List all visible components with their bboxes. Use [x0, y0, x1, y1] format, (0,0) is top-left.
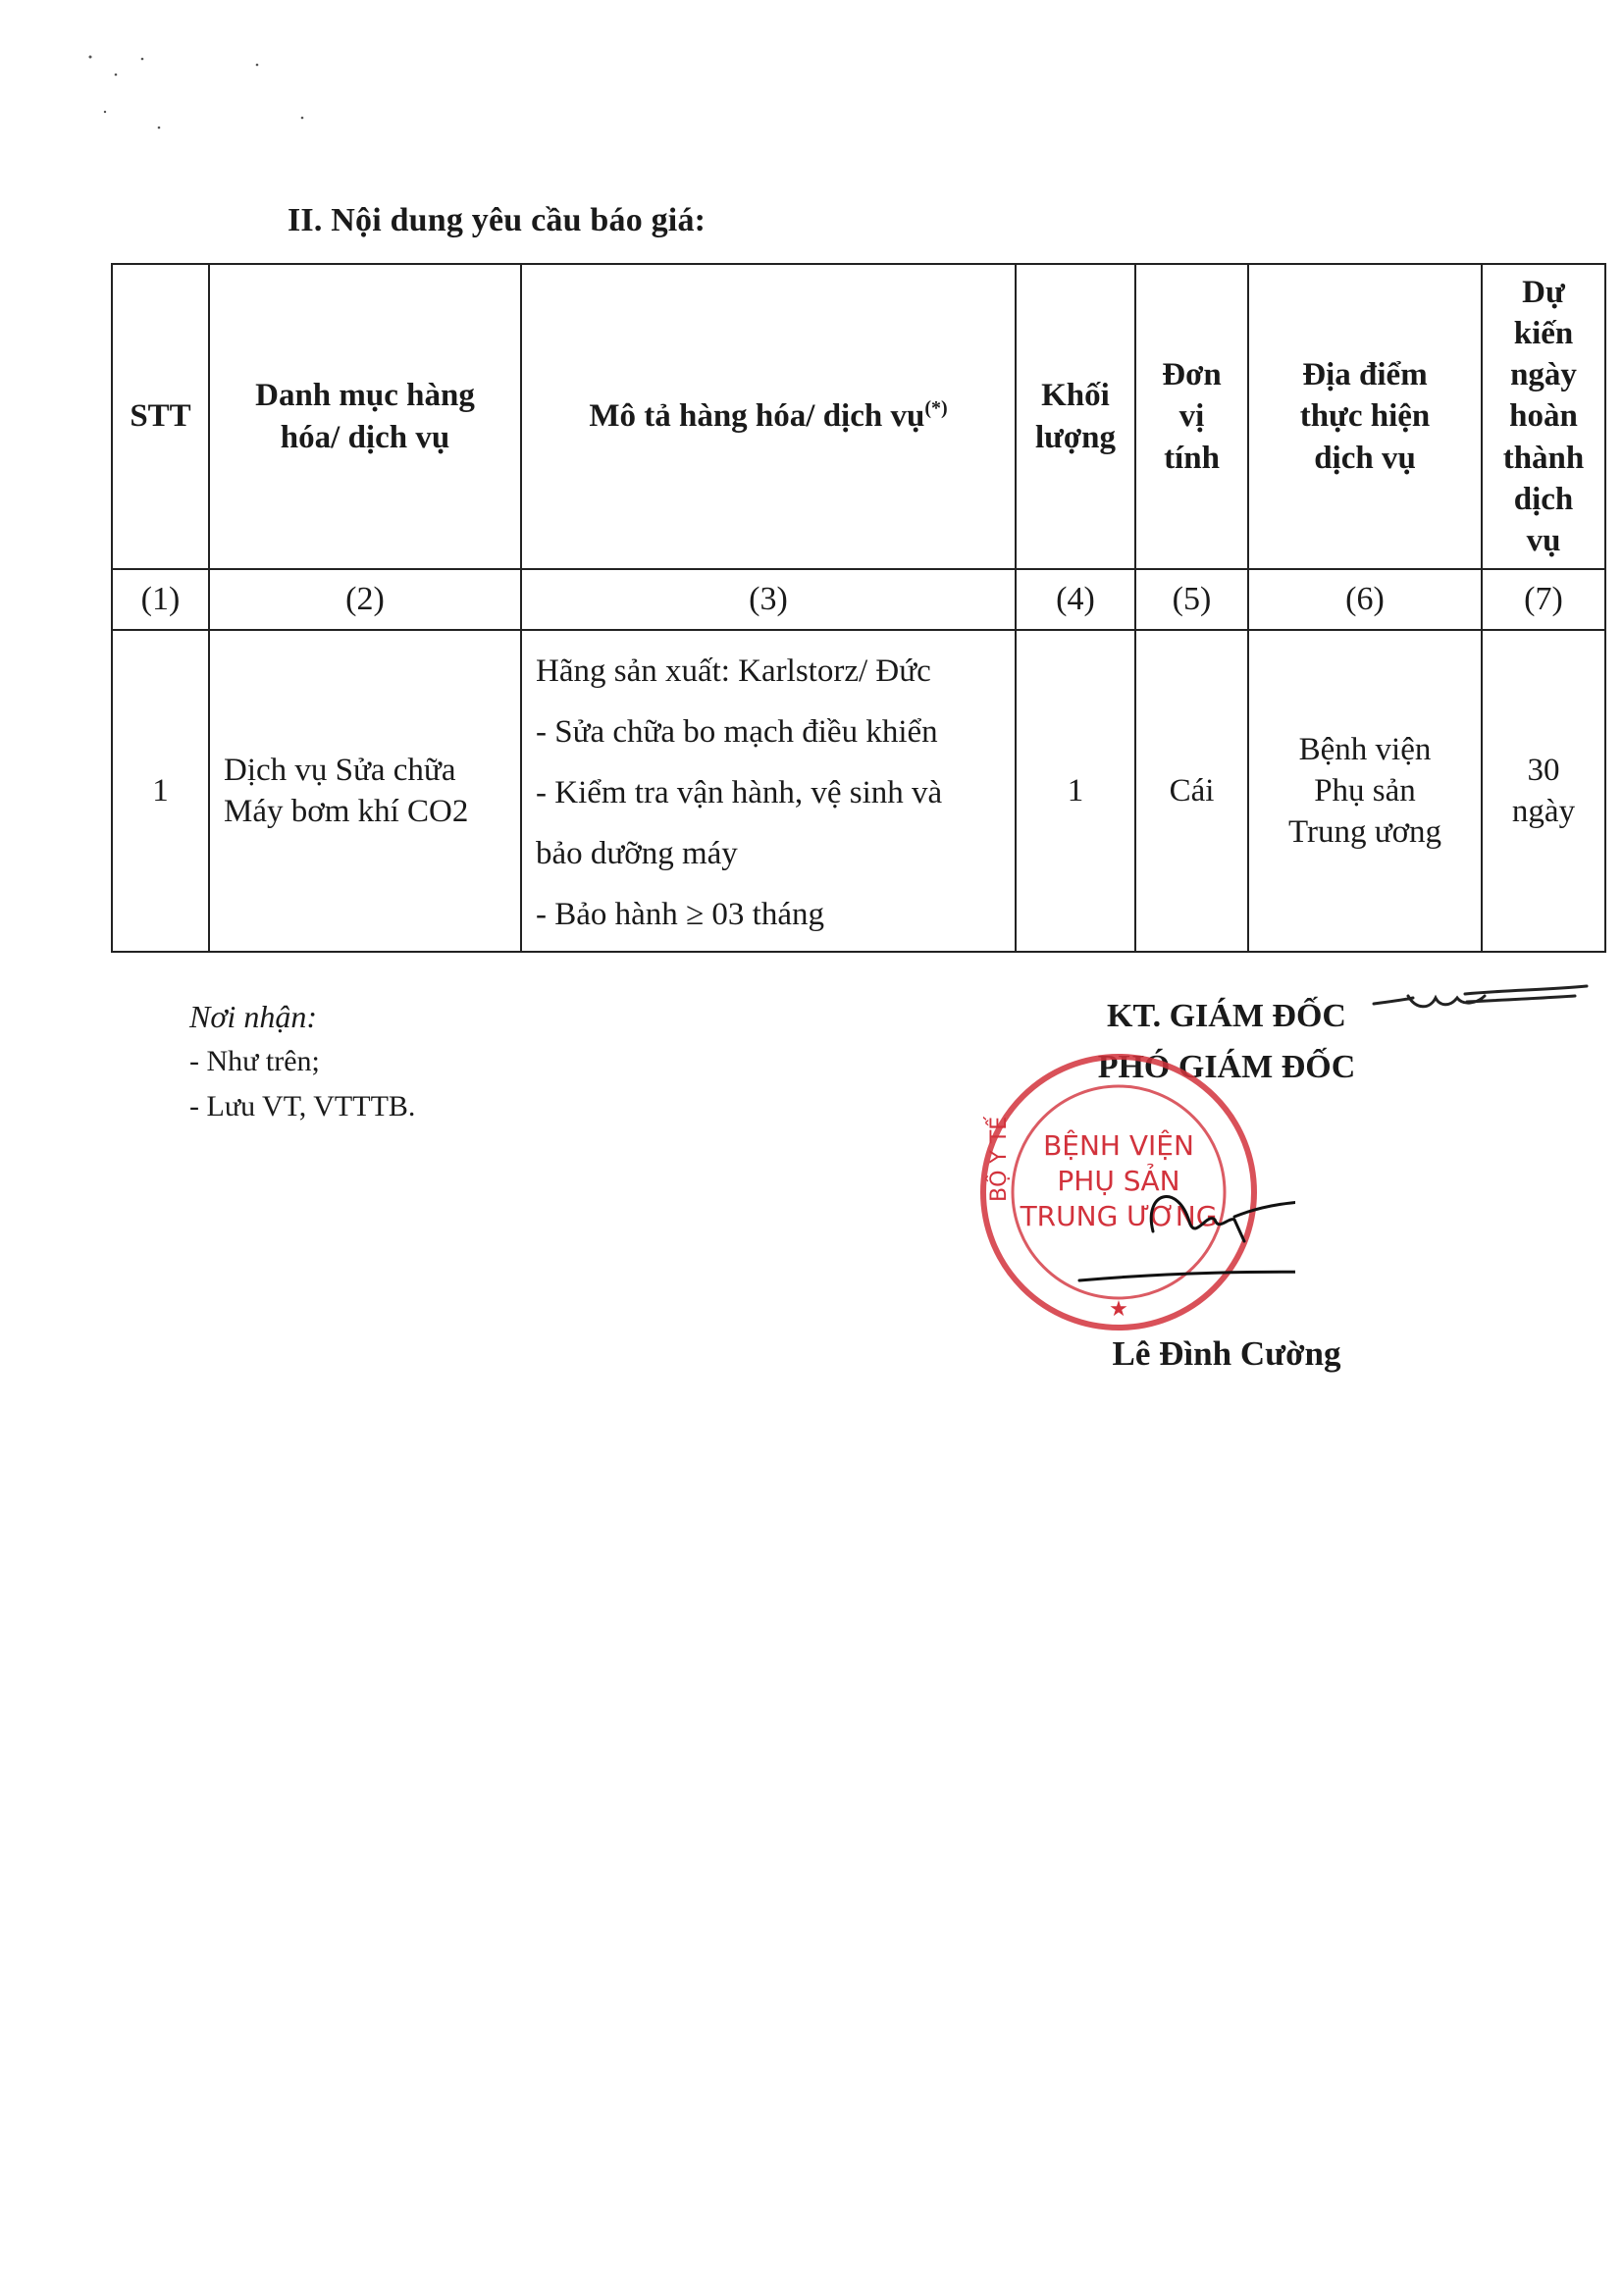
header-location: Địa điểm thực hiện dịch vụ — [1248, 264, 1482, 569]
index-cell: (4) — [1016, 569, 1135, 630]
stamp-ring-text: BỘ Y TẾ — [987, 1116, 1012, 1202]
scan-specks — [0, 0, 393, 157]
cell-location: Bệnh viện Phụ sản Trung ương — [1248, 630, 1482, 952]
stamp-line: TRUNG ƯƠNG — [1020, 1200, 1218, 1232]
header-unit: Đơn vị tính — [1135, 264, 1248, 569]
header-item: Danh mục hàng hóa/ dịch vụ — [209, 264, 521, 569]
cell-desc: Hãng sản xuất: Karlstorz/ Đức - Sửa chữa bo mạch điều khiển - Kiểm tra vận hành, vệ sinh và bảo dưỡng máy - Bảo hành ≥ 03 tháng — [521, 630, 1016, 952]
index-cell: (1) — [112, 569, 209, 630]
cell-unit: Cái — [1135, 630, 1248, 952]
stamp-line: PHỤ SẢN — [1057, 1165, 1180, 1197]
stamp-star-icon: ★ — [1109, 1296, 1128, 1321]
cell-stt: 1 — [112, 630, 209, 952]
cell-qty: 1 — [1016, 630, 1135, 952]
signer-name: Lê Đình Cường — [1112, 1334, 1341, 1373]
cell-eta: 30 ngày — [1482, 630, 1605, 952]
header-stt: STT — [112, 264, 209, 569]
stamp-line: BỆNH VIỆN — [1043, 1129, 1194, 1162]
signer-title-1: KT. GIÁM ĐỐC — [1107, 998, 1346, 1034]
header-desc: Mô tả hàng hóa/ dịch vụ(*) — [521, 264, 1016, 569]
column-index-row — [112, 569, 1605, 630]
recipient-item: - Như trên; — [189, 1045, 320, 1077]
recipients-label: Nơi nhận: — [189, 999, 317, 1034]
quote-table — [111, 263, 1606, 953]
index-cell: (6) — [1248, 569, 1482, 630]
official-stamp — [971, 1045, 1295, 1349]
index-cell: (7) — [1482, 569, 1605, 630]
index-cell: (3) — [521, 569, 1016, 630]
footnote-mark: (*) — [924, 397, 948, 420]
header-qty: Khối lượng — [1016, 264, 1135, 569]
table-header-row — [112, 264, 1605, 569]
index-cell: (5) — [1135, 569, 1248, 630]
section-heading: II. Nội dung yêu cầu báo giá: — [288, 202, 707, 238]
recipients-block — [189, 994, 415, 1129]
table-row — [112, 630, 1605, 952]
recipient-item: - Lưu VT, VTTTB. — [189, 1090, 416, 1122]
signer-title-2: PHÓ GIÁM ĐỐC — [1097, 1049, 1356, 1085]
initials-signature — [1369, 976, 1595, 1035]
cell-item: Dịch vụ Sửa chữa Máy bơm khí CO2 — [209, 630, 521, 952]
index-cell: (2) — [209, 569, 521, 630]
header-eta: Dự kiến ngày hoàn thành dịch vụ — [1482, 264, 1605, 569]
